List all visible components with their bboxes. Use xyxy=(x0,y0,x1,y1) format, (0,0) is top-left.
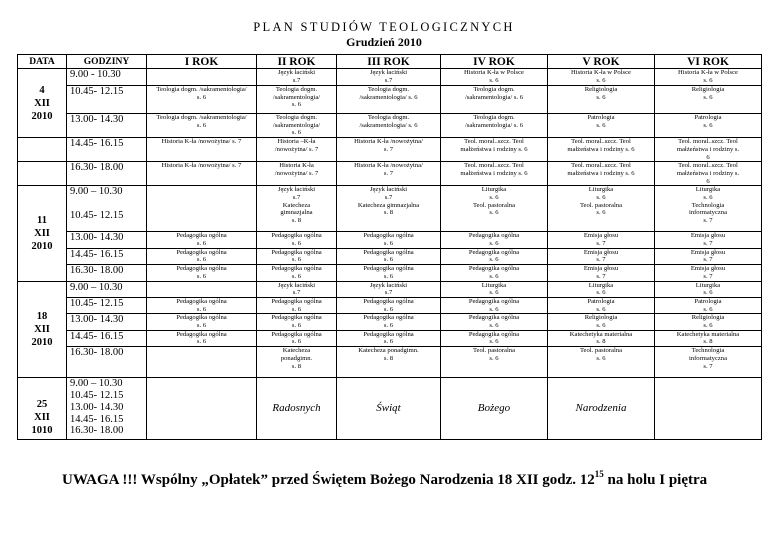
class-cell: Pedagogika ogólna s. 6 xyxy=(147,330,257,346)
class-cell: Liturgika s. 6 Teol. pastoralna s. 6 xyxy=(441,186,548,232)
class-cell: Liturgika s. 6 xyxy=(655,281,762,297)
class-cell: Teologia dogm. /sakramentologia/ s. 6 xyxy=(441,114,548,138)
page-title: PLAN STUDIÓW TEOLOGICZNYCH xyxy=(253,20,515,34)
class-cell: Pedagogika ogólna s. 6 xyxy=(441,314,548,330)
date-cell: 25 XII 1010 xyxy=(18,378,67,440)
class-cell: Historia K-ła /nowożytna/ s. 7 xyxy=(257,162,337,186)
header-rok-6: VI ROK xyxy=(655,55,762,69)
class-cell: Religiologia s. 6 xyxy=(655,314,762,330)
date-cell-empty xyxy=(18,162,67,186)
table-row xyxy=(18,138,762,162)
class-cell: Język łaciński s.7 xyxy=(257,281,337,297)
class-cell: Historia K-ła w Polsce s. 6 xyxy=(655,69,762,86)
table-row xyxy=(18,232,762,248)
class-cell: Pedagogika ogólna s. 6 xyxy=(337,330,441,346)
class-cell xyxy=(147,347,257,378)
class-cell: Religiologia s. 6 xyxy=(655,86,762,114)
class-cell: Teologia dogm. /sakramentologia/ s. 6 xyxy=(441,86,548,114)
class-cell: Historia K-ła /nowożytna/ s. 7 xyxy=(337,138,441,162)
hour-cell: 16.30- 18.00 xyxy=(67,347,147,378)
hour-cell: 10.45- 12.15 xyxy=(67,86,147,114)
class-cell: Emisja głosu s. 7 xyxy=(548,232,655,248)
holiday-cell xyxy=(655,378,762,440)
class-cell: Język łaciński s.7 xyxy=(337,69,441,86)
class-cell: Teologia dogm. /sakramentologia/ s. 6 xyxy=(257,86,337,114)
class-cell: Pedagogika ogólna s. 6 xyxy=(257,232,337,248)
table-row xyxy=(18,265,762,281)
class-cell: Teologia dogm. /sakramentologia/ s. 6 xyxy=(257,114,337,138)
header-godziny: GODZINY xyxy=(67,55,147,69)
class-cell: Emisja głosu s. 7 xyxy=(655,232,762,248)
class-cell: Religiologia s. 6 xyxy=(548,314,655,330)
class-cell: Pedagogika ogólna s. 6 xyxy=(441,330,548,346)
class-cell: Pedagogika ogólna s. 6 xyxy=(147,232,257,248)
class-cell: Patrologia s. 6 xyxy=(655,297,762,313)
class-cell: Liturgika s. 6 Teol. pastoralna s. 6 xyxy=(548,186,655,232)
header-rok-3: III ROK xyxy=(337,55,441,69)
class-cell: Teologia dogm. /sakramentologia/ s. 6 xyxy=(337,114,441,138)
hour-cell: 10.45- 12.15 xyxy=(67,297,147,313)
class-cell: Pedagogika ogólna s. 6 xyxy=(337,265,441,281)
hour-cell: 16.30- 18.00 xyxy=(67,162,147,186)
class-cell: Teol. moral..szcz. Teol małżeństwa i rodziny s. 6 xyxy=(548,138,655,162)
class-cell: Teol. moral..szcz. Teol małżeństwa i rodziny s. 6 xyxy=(441,162,548,186)
class-cell: Historia K-ła w Polsce s. 6 xyxy=(548,69,655,86)
hour-cell: 13.00- 14.30 xyxy=(67,314,147,330)
table-row xyxy=(18,114,762,138)
class-cell: Teol. moral..szcz. Teol małżeństwa i rodziny s. 6 xyxy=(441,138,548,162)
holiday-cell: Narodzenia xyxy=(548,378,655,440)
class-cell: Katecheza ponadgimn. s. 8 xyxy=(337,347,441,378)
hour-cell xyxy=(67,186,147,232)
date-cell-empty xyxy=(18,138,67,162)
class-cell: Historia –K-ła /nowożytna/ s. 7 xyxy=(257,138,337,162)
class-cell: Religiologia s. 6 xyxy=(548,86,655,114)
header-rok-1: I ROK xyxy=(147,55,257,69)
hour-cell: 14.45- 16.15 xyxy=(67,248,147,264)
class-cell: Emisja głosu s. 7 xyxy=(655,265,762,281)
table-row xyxy=(18,186,762,232)
header-row xyxy=(18,55,762,69)
table-row xyxy=(18,378,762,440)
table-row xyxy=(18,86,762,114)
class-cell: Emisja głosu s. 7 xyxy=(548,265,655,281)
class-cell: Katecheza ponadgimn. s. 8 xyxy=(257,347,337,378)
table-row xyxy=(18,162,762,186)
hour-cell: 13.00- 14.30 xyxy=(67,232,147,248)
header-rok-2: II ROK xyxy=(257,55,337,69)
class-cell: Historia K-ła /nowożytna/ s. 7 xyxy=(147,138,257,162)
date-cell: 18 XII 2010 xyxy=(18,281,67,378)
schedule-table xyxy=(17,54,762,440)
note-end: na holu I piętra xyxy=(603,472,708,488)
class-cell: Teologia dogm. /sakramentologia/ s. 6 xyxy=(147,86,257,114)
table-row xyxy=(18,347,762,378)
class-cell: Teol. moral..szcz. Teol małżeństwa i rodziny s. 6 xyxy=(548,162,655,186)
class-cell: Język łaciński s.7 xyxy=(337,281,441,297)
hour-cell: 9.00 - 10.30 xyxy=(67,69,147,86)
date-cell: 4 XII 2010 xyxy=(18,69,67,138)
table-row xyxy=(18,314,762,330)
class-cell: Pedagogika ogólna s. 6 xyxy=(257,248,337,264)
class-cell: Pedagogika ogólna s. 6 xyxy=(441,232,548,248)
hour-cell: 14.45- 16.15 xyxy=(67,330,147,346)
class-cell: Patrologia s. 6 xyxy=(655,114,762,138)
class-cell: Teologia dogm. /sakramentologia/ s. 6 xyxy=(147,114,257,138)
class-cell: Emisja głosu s. 7 xyxy=(548,248,655,264)
class-cell xyxy=(147,186,257,232)
holiday-cell: Radosnych xyxy=(257,378,337,440)
class-cell: Pedagogika ogólna s. 6 xyxy=(257,314,337,330)
hour-cell: 13.00- 14.30 xyxy=(67,114,147,138)
holiday-cell: Świąt xyxy=(337,378,441,440)
class-cell: Pedagogika ogólna s. 6 xyxy=(337,248,441,264)
class-cell: Historia K-ła /nowożytna/ s. 7 xyxy=(337,162,441,186)
class-cell: Pedagogika ogólna s. 6 xyxy=(147,297,257,313)
class-cell: Pedagogika ogólna s. 6 xyxy=(147,265,257,281)
class-cell: Katechetyka materialna s. 8 xyxy=(548,330,655,346)
class-cell: Pedagogika ogólna s. 6 xyxy=(257,297,337,313)
table-row xyxy=(18,330,762,346)
class-cell: Historia K-ła w Polsce s. 6 xyxy=(441,69,548,86)
announcement-note xyxy=(62,469,708,489)
hour-cell: 14.45- 16.15 xyxy=(67,138,147,162)
hour-cell: 9.00 – 10.30 xyxy=(67,281,147,297)
class-cell: Patrologia s. 6 xyxy=(548,297,655,313)
class-cell: Pedagogika ogólna s. 6 xyxy=(441,297,548,313)
holiday-cell: Bożego xyxy=(441,378,548,440)
class-cell: Liturgika s. 6 xyxy=(548,281,655,297)
hour-cell: 9.00 – 10.30 10.45- 12.15 13.00- 14.30 14.45- 16.15 16.30- 18.00 xyxy=(67,378,147,440)
class-cell: Język łaciński s.7 Katecheza gimnazjalna s. 8 xyxy=(257,186,337,232)
class-cell xyxy=(147,69,257,86)
class-cell: Pedagogika ogólna s. 6 xyxy=(147,314,257,330)
class-cell: Pedagogika ogólna s. 6 xyxy=(337,297,441,313)
class-cell: Historia K-ła /nowożytna/ s. 7 xyxy=(147,162,257,186)
class-cell: Pedagogika ogólna s. 6 xyxy=(147,248,257,264)
class-cell: Pedagogika ogólna s. 6 xyxy=(441,248,548,264)
class-cell: Teol. pastoralna s. 6 xyxy=(548,347,655,378)
header-data: DATA xyxy=(18,55,67,69)
class-cell: Emisja głosu s. 7 xyxy=(655,248,762,264)
holiday-cell xyxy=(147,378,257,440)
class-cell xyxy=(147,281,257,297)
class-cell: Pedagogika ogólna s. 6 xyxy=(257,330,337,346)
class-cell: Teol. moral..szcz. Teol małżeństwa i rodziny s. 6 xyxy=(655,162,762,186)
class-cell: Pedagogika ogólna s. 6 xyxy=(441,265,548,281)
date-cell: 11 XII 2010 xyxy=(18,186,67,281)
class-cell: Teol. moral..szcz. Teol małżeństwa i rodziny s. 6 xyxy=(655,138,762,162)
class-cell: Pedagogika ogólna s. 6 xyxy=(257,265,337,281)
header-rok-5: V ROK xyxy=(548,55,655,69)
class-cell: Język łaciński s.7 Katecheza gimnazjalna s. 8 xyxy=(337,186,441,232)
header-rok-4: IV ROK xyxy=(441,55,548,69)
hour-cell: 16.30- 18.00 xyxy=(67,265,147,281)
note-time-minutes: 15 xyxy=(594,469,604,479)
hour-label: 10.45- 12.15 xyxy=(70,209,124,221)
class-cell: Pedagogika ogólna s. 6 xyxy=(337,314,441,330)
class-cell: Język łaciński s.7 xyxy=(257,69,337,86)
table-row xyxy=(18,281,762,297)
class-cell: Pedagogika ogólna s. 6 xyxy=(337,232,441,248)
page-subtitle-month: Grudzień 2010 xyxy=(346,35,422,49)
hour-label: 9.00 – 10.30 xyxy=(70,186,123,198)
table-row xyxy=(18,297,762,313)
class-cell: Technologia informatyczna s. 7 xyxy=(655,347,762,378)
class-cell: Liturgika s. 6 xyxy=(441,281,548,297)
class-cell: Katechetyka materialna s. 8 xyxy=(655,330,762,346)
note-main: UWAGA !!! Wspólny „Opłatek” przed Świętem Bożego Narodzenia 18 XII godz. 12 xyxy=(62,472,595,488)
table-row xyxy=(18,69,762,86)
table-row xyxy=(18,248,762,264)
class-cell: Teologia dogm. /sakramentologia/ s. 6 xyxy=(337,86,441,114)
class-cell: Patrologia s. 6 xyxy=(548,114,655,138)
class-cell: Teol. pastoralna s. 6 xyxy=(441,347,548,378)
class-cell: Liturgika s. 6 Technologia informatyczna s. 7 xyxy=(655,186,762,232)
